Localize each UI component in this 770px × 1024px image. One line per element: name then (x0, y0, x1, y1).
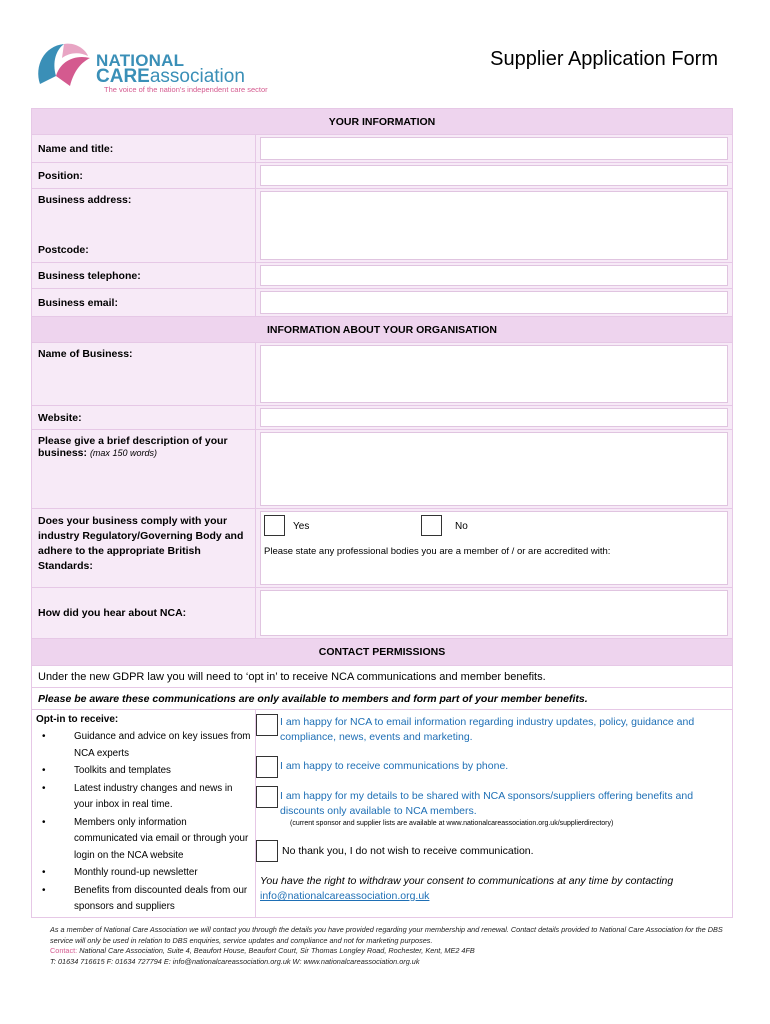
list-item: • Latest industry changes and news in your inbox in real time. (36, 781, 251, 814)
footer-address: National Care Association, Suite 4, Beaufort House, Beaufort Court, Sir Thomas Longley Road, Rochester, Kent, ME2 4FB (79, 946, 475, 955)
withdraw-email-link[interactable]: info@nationalcareassociation.org.uk (260, 890, 430, 902)
email-consent-checkbox[interactable] (256, 714, 278, 736)
postcode-label: Postcode: (38, 244, 89, 256)
business-email-label: Business email: (32, 289, 256, 317)
phone-consent-checkbox[interactable] (256, 756, 278, 778)
business-name-field[interactable] (260, 345, 728, 403)
share-consent-note: (current sponsor and supplier lists are available at www.nationalcareassociation.org.uk/supplierdirectory) (290, 820, 614, 827)
no-label: No (455, 521, 468, 532)
share-consent-label: I am happy for my details to be shared with NCA sponsors/suppliers offering benefits and discounts only available to NCA members. (280, 790, 694, 817)
email-consent-label: I am happy for NCA to email information regarding industry updates, policy, guidance and compliance, news, events and marketing. (280, 716, 695, 743)
logo-text-care-association: CAREassociation (96, 66, 245, 87)
page-header (0, 0, 770, 106)
list-item: • Guidance and advice on key issues from NCA experts (36, 729, 251, 762)
footer-phones: T: 01634 716615 F: 01634 727794 E: info@nationalcareassociation.org.uk W: www.nationalcareassociation.org.uk (50, 956, 420, 966)
no-checkbox[interactable] (421, 515, 442, 536)
section-title-your-information: YOUR INFORMATION (32, 109, 733, 135)
footer-contact-label: Contact: (50, 946, 78, 955)
comply-label: Does your business comply with your industry Regulatory/Governing Body and adhere to the appropriate British Standards: (32, 509, 256, 588)
section-title-contact-permissions: CONTACT PERMISSIONS (32, 639, 733, 666)
list-item: • Toolkits and templates (36, 763, 251, 780)
share-consent-checkbox[interactable] (256, 786, 278, 808)
business-telephone-field[interactable] (260, 265, 728, 286)
nca-logo (30, 36, 290, 100)
gdpr-statement: Under the new GDPR law you will need to ‘opt in’ to receive NCA communications and member benefits. (32, 666, 733, 688)
name-title-field[interactable] (260, 137, 728, 160)
logo-text-national: NATIONAL (96, 51, 185, 70)
phone-consent-label: I am happy to receive communications by phone. (280, 760, 509, 772)
business-address-field[interactable] (260, 191, 728, 260)
business-address-label: Business address: (38, 194, 132, 206)
position-label: Position: (32, 163, 256, 189)
application-form (31, 108, 733, 918)
gdpr-member-note: Please be aware these communications are only available to members and form part of your member benefits. (32, 688, 733, 710)
footer-contact (50, 946, 730, 957)
privacy-statement: As a member of National Care Association we will contact you through the details you have provided regarding your membership and renewal. Contact details provided to National Care Association for the DBS service will only be used in relation to DBS enquiries, service updates and compliance and not for marketing purposes. (50, 925, 723, 945)
optin-title: Opt-in to receive: (36, 714, 119, 725)
name-title-label: Name and title: (32, 135, 256, 163)
yes-label: Yes (293, 521, 310, 532)
yes-checkbox[interactable] (264, 515, 285, 536)
withdraw-consent-text: You have the right to withdraw your consent to communications at any time by contacting info@nationalcareassociation.org.uk (260, 875, 674, 902)
optin-list (36, 729, 251, 916)
section-title-organisation: INFORMATION ABOUT YOUR ORGANISATION (32, 317, 733, 343)
address-label-cell (32, 189, 256, 263)
page-footer (50, 925, 730, 967)
consent-options-cell (256, 710, 733, 918)
list-item: • Monthly round-up newsletter (36, 865, 251, 882)
comply-answer-cell (256, 509, 733, 588)
business-email-field[interactable] (260, 291, 728, 314)
position-field[interactable] (260, 165, 728, 186)
no-consent-checkbox[interactable] (256, 840, 278, 862)
list-item: • Members only information communicated via email or through your login on the NCA website (36, 815, 251, 865)
heard-about-field[interactable] (260, 590, 728, 636)
logo-mark-icon (30, 36, 100, 96)
business-telephone-label: Business telephone: (32, 263, 256, 289)
no-consent-label: No thank you, I do not wish to receive communication. (282, 845, 534, 857)
list-item: • Benefits from discounted deals from our sponsors and suppliers (36, 883, 251, 916)
professional-bodies-prompt: Please state any professional bodies you are a member of / or are accredited with: (264, 546, 611, 557)
comply-answer-box (260, 511, 728, 585)
optin-list-cell (32, 710, 256, 918)
heard-about-label: How did you hear about NCA: (32, 588, 256, 639)
description-word-limit: (max 150 words) (89, 448, 157, 458)
description-label-cell (32, 430, 256, 509)
business-name-label: Name of Business: (32, 343, 256, 406)
website-field[interactable] (260, 408, 728, 427)
website-label: Website: (32, 406, 256, 430)
logo-tagline: The voice of the nation's independent care sector (104, 85, 268, 94)
description-label: Please give a brief description of your business: (38, 435, 228, 459)
description-field[interactable] (260, 432, 728, 506)
form-title: Supplier Application Form (490, 48, 718, 70)
